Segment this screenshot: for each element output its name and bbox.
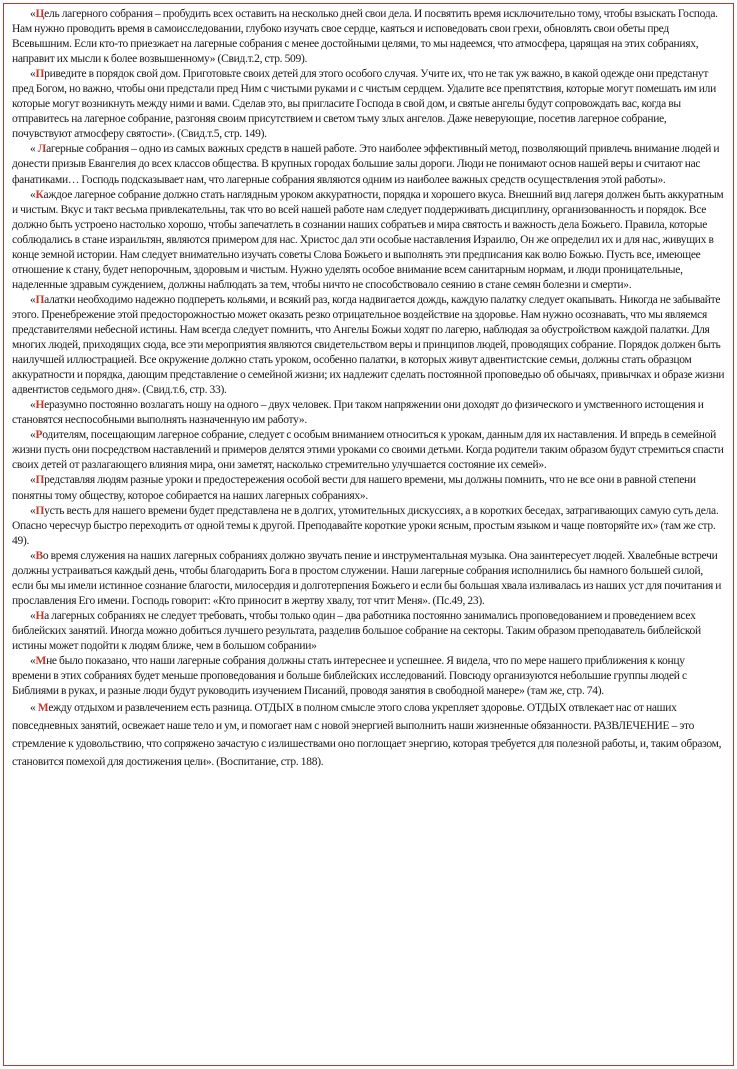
paragraph: «Неразумно постоянно возлагать ношу на одного – двух человек. При таком напряжении они доходят до физического и умственного истощения и становятся неспособными выполнять назначенную им работу». (12, 399, 704, 427)
drop-initial: В (35, 549, 43, 562)
paragraph: «Во время служения на наших лагерных собраниях должно звучать пение и инструментальная музыка. Она заинтересует людей. Хвалебные встречи должны устраиваться каждый день, чтобы благодарить Бога в простом служении. Наши лагерные собрания исполнились бы намного большей силой, если бы мы имели истинное сознание благости, милосердия и долготерпения Божьего и если бы большая хвала изливалась из наших уст для почитания и прославления Его имени. Господь говорит: «Кто приносит в жертву хвалу, тот чтит Меня». (Пс.49, 23). (12, 549, 722, 607)
drop-initial: К (35, 188, 44, 201)
drop-initial: П (35, 474, 45, 487)
drop-initial: Н (35, 399, 45, 412)
paragraph: «Палатки необходимо надежно подпереть кольями, и всякий раз, когда надвигается дождь, каждую палатку следует окапывать. Никогда не забывайте этого. Пренебрежение этой предосторожностью может оказать резко отрицательное воздействие на здоровье. Нам нужно осознавать, что мы являемся представителями небесной истины. Нам всегда следует помнить, что Ангелы Божьи ходят по лагерю, наблюдая за обустройством каждой палатки. Для многих людей, приходящих сюда, все эти мероприятия являются свидетельством веры и принципов людей, проводящих собрание. Порядок должен быть наилучшей иллюстрацией. Все окружение должно стать уроком, особенно палатки, в которых живут адвентистские семьи, должны стать образцом аккуратности и порядка, дающим представление о семейной жизни; их надлежит сделать постоянной проповедью об обычаях, привычках и образе жизни адвентистов седьмого дня». (Свид.т.6, стр. 33). (12, 293, 725, 397)
paragraph: «Мне было показано, что наши лагерные собрания должны стать интереснее и успешнее. Я видела, что по мере нашего приближения к концу времени в этих собраниях будет меньше проповедования и больше библейских исследований. Повсюду организуются небольшие группы людей с Библиями в руках, и разные люди будут руководить изучением Писаний, проводя занятия в свободной манере» (там же, стр. 74). (12, 655, 687, 698)
paragraph: «Приведите в порядок свой дом. Приготовьте своих детей для этого особого случая. Учите их, что не так уж важно, в какой одежде они предстанут пред Богом, но важно, чтобы они предстали пред Ним с чистыми руками и с чистым сердцем. Удалите все препятствия, которые могут помешать им или которые могут возникнуть между ними и вами. Сделав это, вы пригласите Господа в свой дом, и святые ангелы будут сопровождать вас, когда вы отправитесь на лагерное собрание, разгоняя своим присутствием и светом тьму злых ангелов. Даже неверующие, посетив лагерное собрание, почувствуют атмосферу святости». (Свид.т.5, стр. 149). (12, 68, 717, 141)
document-body (12, 7, 726, 771)
drop-initial: М (35, 655, 47, 668)
paragraph: « Лагерные собрания – одно из самых важных средств в нашей работе. Это наиболее эффективный метод, позволяющий привлечь внимание людей и донести призыв Евангелия до всех классов общества. В крупных городах большие залы дороги. Люди не понимают основ нашей веры и считают нас фанатиками… Господь подсказывает нам, что лагерные собрания являются одним из наиболее важных средств осуществления этой работы». (12, 143, 720, 186)
drop-initial: П (35, 504, 45, 517)
drop-initial: Н (35, 609, 45, 622)
paragraph: «Родителям, посещающим лагерное собрание, следует с особым вниманием относиться к урокам, данным для их наставления. И впредь в семейной жизни пусть они посредством наставлений и примеров делятся этими уроками со своими детьми. Когда родители таким образом будут стремиться спасти своих детей от разлагающего влияния мира, они заметят, насколько стремительно улучшается состояние их семей». (12, 429, 724, 472)
paragraph: « Между отдыхом и развлечением есть разница. ОТДЫХ в полном смысле этого слова укрепляет здоровье. ОТДЫХ отвлекает нас от наших повседневных занятий, освежает наше тело и ум, и помогает нам с новой энергией выполнить наши жизненные обязанности. РАЗВЛЕЧЕНИЕ – это стремление к удовольствию, что сопряжено зачастую с излишествами оно поглощает энергию, которая требуется для полезной работы, и, таким образом, становится помехой для достижения цели». (Воспитание, стр. 188). (12, 702, 722, 769)
paragraph: «Представляя людям разные уроки и предостережения особой вести для нашего времени, мы должны помнить, что не все они в равной степени понятны тому обществу, которое собирается на наших лагерных собраниях». (12, 474, 696, 502)
paragraph: «На лагерных собраниях не следует требовать, чтобы только один – два работника постоянно занимались проповедованием и проведением всех библейских занятий. Иногда можно добиться лучшего результата, разделив большое собрание на секторы. Таким образом преподаватель библейской истины может подойти к людям ближе, чем в большом собрании» (12, 609, 701, 652)
drop-initial: П (35, 68, 45, 81)
drop-initial: М (37, 702, 49, 715)
drop-initial: П (35, 293, 45, 306)
drop-initial: Ц (35, 8, 45, 20)
drop-initial: Р (35, 429, 43, 442)
paragraph: «Цель лагерного собрания – пробудить всех оставить на несколько дней свои дела. И посвятить время исключительно тому, чтобы взыскать Господа. Нам нужно проводить время в самоисследовании, глубоко изучать свое сердце, каяться и исповедовать свои грехи, обновлять свои обеты пред Всевышним. Если кто-то приезжает на лагерные собрания с менее достойными целями, то мы надеемся, что атмосфера, царящая на этих собраниях, направит их мысли к более возвышенному» (Свид.т.2, стр. 509). (12, 8, 718, 66)
paragraph: «Каждое лагерное собрание должно стать наглядным уроком аккуратности, порядка и хорошего вкуса. Внешний вид лагеря должен быть аккуратным и чистым. Вкус и такт весьма привлекательны, так что во всей нашей работе нам следует поддерживать дисциплину, организованность и порядок. Все должно быть устроено настолько хорошо, чтобы запечатлеть в сознании наших собратьев и мира святость и важность дела Божьего. Правила, которые соблюдались в стане израильтян, являются примером для нас. Христос дал эти особые наставления Израилю, Он же определил их и для нас, живущих в конце земной истории. Нам следует внимательно изучать советы Слова Божьего и выполнять эти предписания как волю Божью. Пусть все, имеющее отношение к стану, будет непорочным, здоровым и чистым. Нужно уделять особое внимание всем санитарным нормам, и люди проницательные, наделенные здравым суждением, должны наблюдать за тем, чтобы ничто не способствовало сеянию в стане семян болезни и смерти». (12, 188, 724, 291)
drop-initial: Л (37, 143, 47, 156)
paragraph: «Пусть весть для нашего времени будет представлена не в долгих, утомительных дискуссиях, а в коротких беседах, затрагивающих самую суть дела. Опасно чересчур быстро переходить от одной темы к другой. Преподавайте короткие уроки ясным, простым языком и чаще повторяйте их» (там же стр. 49). (12, 504, 719, 547)
